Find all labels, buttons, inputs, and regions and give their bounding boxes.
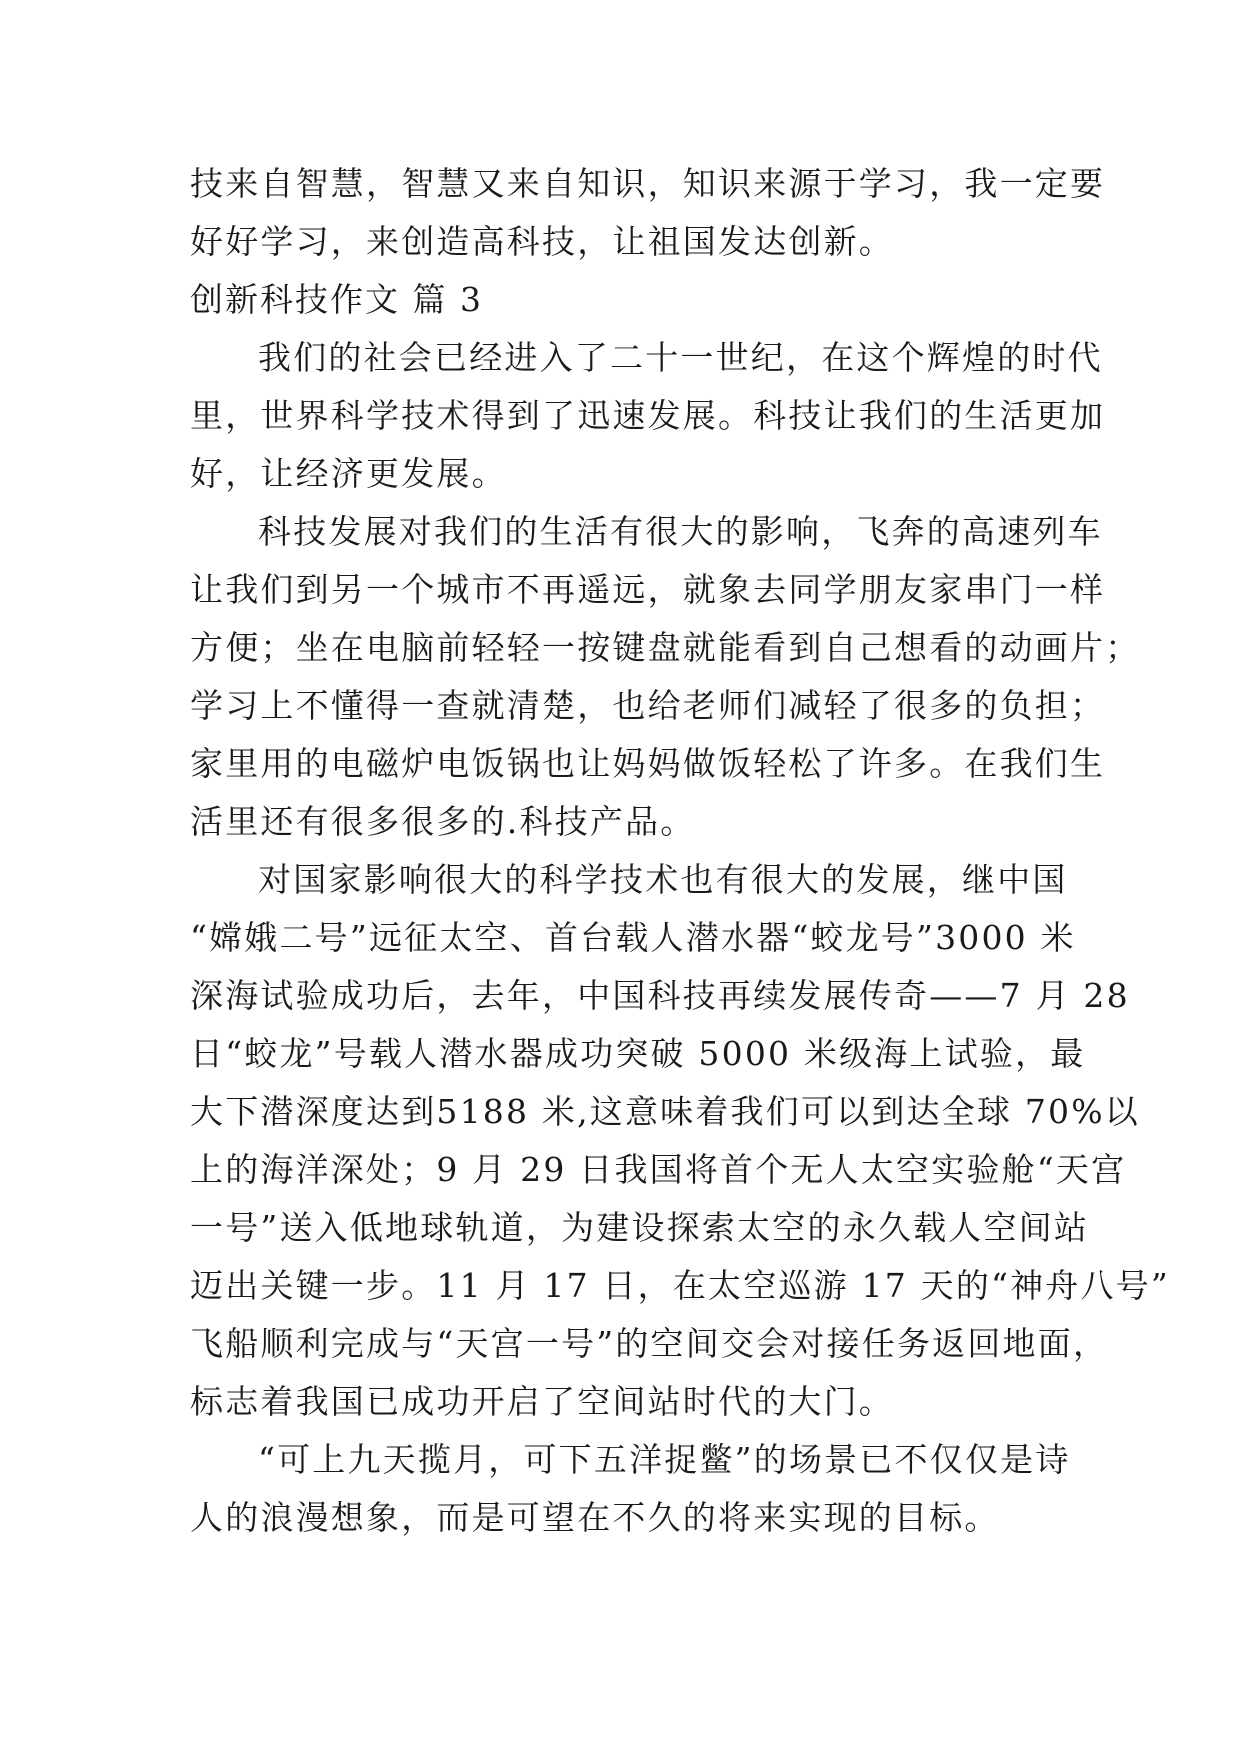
paragraph-line: 好，让经济更发展。 [190, 454, 507, 493]
paragraph-line: 家里用的电磁炉电饭锅也让妈妈做饭轻松了许多。在我们生 [190, 744, 1106, 783]
paragraph-line: 迈出关键一步。11 月 17 日，在太空巡游 17 天的“神舟八号” [190, 1266, 1170, 1305]
paragraph-line: 好好学习，来创造高科技，让祖国发达创新。 [190, 222, 894, 261]
paragraph-line: 一号”送入低地球轨道，为建设探索太空的永久载人空间站 [190, 1208, 1090, 1247]
paragraph-line: 科技发展对我们的生活有很大的影响，飞奔的高速列车 [258, 512, 1103, 551]
paragraph-line: 标志着我国已成功开启了空间站时代的大门。 [190, 1382, 894, 1421]
section-heading: 创新科技作文 篇 3 [190, 280, 483, 319]
paragraph-line: 人的浪漫想象，而是可望在不久的将来实现的目标。 [190, 1498, 1000, 1537]
paragraph-line: 日“蛟龙”号载人潜水器成功突破 5000 米级海上试验，最 [190, 1034, 1086, 1073]
paragraph-line: 方便；坐在电脑前轻轻一按键盘就能看到自己想看的动画片； [190, 628, 1141, 667]
paragraph-line: 里，世界科学技术得到了迅速发展。科技让我们的生活更加 [190, 396, 1106, 435]
paragraph-line: 让我们到另一个城市不再遥远，就象去同学朋友家串门一样 [190, 570, 1106, 609]
paragraph-line: 深海试验成功后，去年，中国科技再续发展传奇——7 月 28 [190, 976, 1130, 1015]
paragraph-line: “可上九天揽月，可下五洋捉鳖”的场景已不仅仅是诗 [258, 1440, 1071, 1479]
paragraph-line: 技来自智慧，智慧又来自知识，知识来源于学习，我一定要 [190, 164, 1106, 203]
paragraph-line: 上的海洋深处；9 月 29 日我国将首个无人太空实验舱“天宫 [190, 1150, 1127, 1189]
paragraph-line: 对国家影响很大的科学技术也有很大的发展，继中国 [258, 860, 1068, 899]
paragraph-line: “嫦娥二号”远征太空、首台载人潜水器“蛟龙号”3000 米 [190, 918, 1076, 957]
paragraph-line: 我们的社会已经进入了二十一世纪，在这个辉煌的时代 [258, 338, 1103, 377]
paragraph-line: 活里还有很多很多的.科技产品。 [190, 802, 696, 841]
paragraph-line: 飞船顺利完成与“天宫一号”的空间交会对接任务返回地面， [190, 1324, 1109, 1363]
paragraph-line: 学习上不懂得一查就清楚，也给老师们减轻了很多的负担； [190, 686, 1106, 725]
essay-body [190, 155, 1170, 1547]
paragraph-line: 大下潜深度达到5188 米,这意味着我们可以到达全球 70%以 [190, 1092, 1140, 1131]
